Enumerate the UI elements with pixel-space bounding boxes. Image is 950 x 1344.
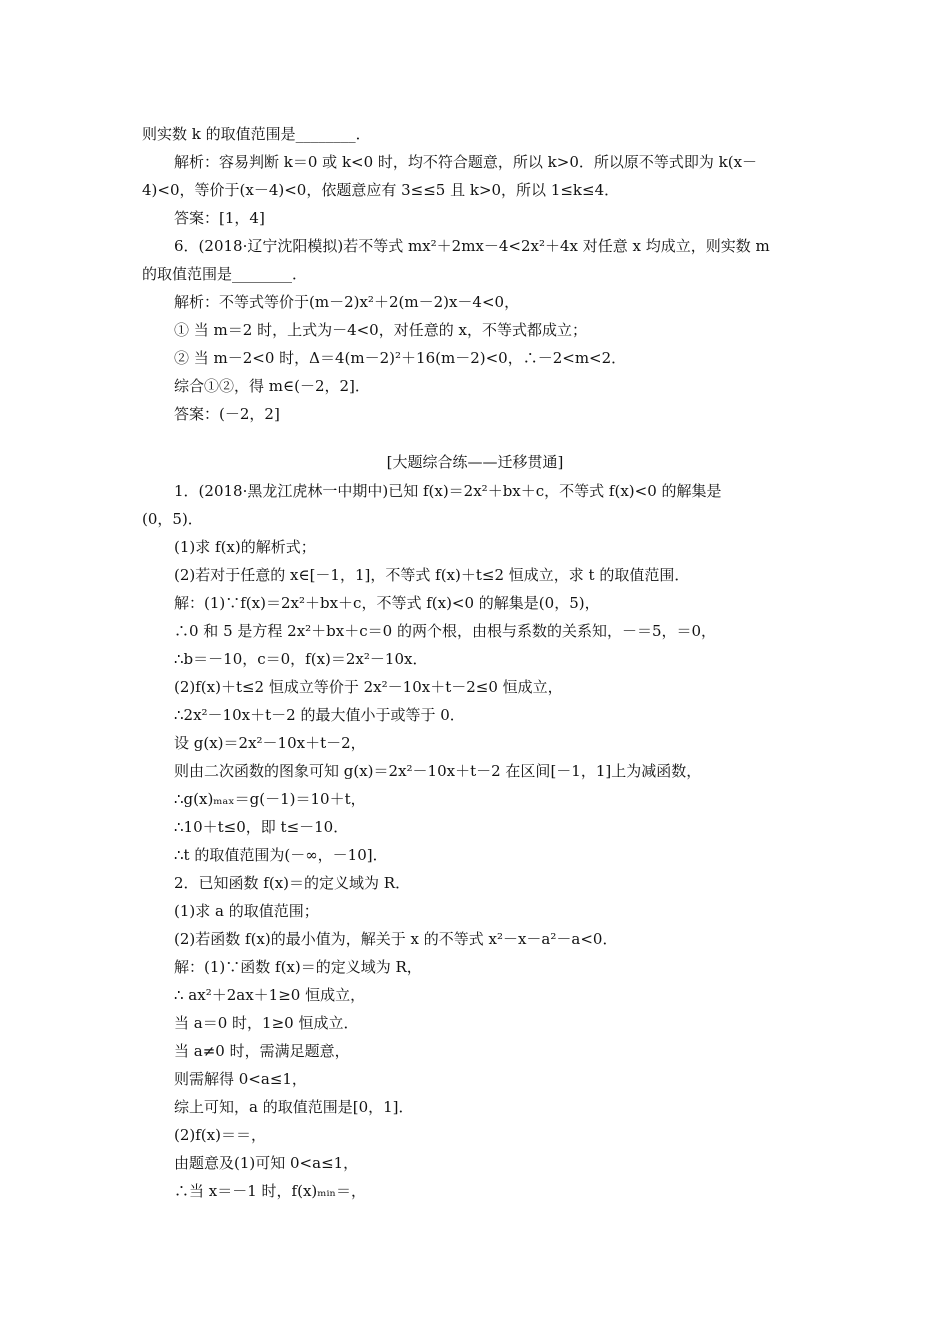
text-line: (2)若函数 f(x)的最小值为，解关于 x 的不等式 x²－x－a²－a<0． [174,930,618,948]
text-line: 当 a≠0 时，需满足题意， [174,1042,350,1060]
text-line: 2．已知函数 f(x)＝的定义域为 R． [174,874,411,892]
text-line: ∴b＝－10，c＝0，f(x)＝2x²－10x． [174,650,428,668]
section-heading: [大题综合练——迁移贯通] [386,453,564,471]
text-line: 4)<0，等价于(x－4)<0，依题意应有 3≤≤5 且 k>0，所以 1≤k≤4． [142,181,620,199]
text-line: ① 当 m＝2 时，上式为－4<0，对任意的 x，不等式都成立； [174,321,587,339]
text-line: (1)求 a 的取值范围； [174,902,319,920]
text-line: 1．(2018·黑龙江虎林一中期中)已知 f(x)＝2x²＋bx＋c，不等式 f(x)<0 的解集是 [174,482,722,500]
text-line: ∴0 和 5 是方程 2x²＋bx＋c＝0 的两个根，由根与系数的关系知，－＝5，＝0， [174,622,717,640]
text-line: ∴10＋t≤0，即 t≤－10． [174,818,349,836]
text-line: 综合①②，得 m∈(－2，2]． [174,377,370,395]
text-line: (2)若对于任意的 x∈[－1，1]，不等式 f(x)＋t≤2 恒成立，求 t 的取值范围． [174,566,690,584]
text-line: 设 g(x)＝2x²－10x＋t－2， [174,734,366,752]
text-line: 答案：(－2，2] [174,405,280,423]
text-line: (2)f(x)＋t≤2 恒成立等价于 2x²－10x＋t－2≤0 恒成立， [174,678,563,696]
text-line: ∴t 的取值范围为(－∞，－10]． [174,846,388,864]
text-line: ∴ ax²＋2ax＋1≥0 恒成立， [174,986,366,1004]
text-line: (2)f(x)＝＝， [174,1126,266,1144]
text-line: 则由二次函数的图象可知 g(x)＝2x²－10x＋t－2 在区间[－1，1]上为减函数， [174,762,702,780]
text-line: 则实数 k 的取值范围是________． [142,125,371,143]
text-line: 解：(1)∵函数 f(x)＝的定义域为 R， [174,958,422,976]
text-line: 解析：不等式等价于(m－2)x²＋2(m－2)x－4<0， [174,293,520,311]
text-line: 解：(1)∵f(x)＝2x²＋bx＋c，不等式 f(x)<0 的解集是(0，5)， [174,594,600,612]
text-line: 解析：容易判断 k＝0 或 k<0 时，均不符合题意，所以 k>0．所以原不等式即为 k(x－ [174,153,758,171]
text-line: ∴2x²－10x＋t－2 的最大值小于或等于 0． [174,706,465,724]
text-line: (0，5)． [142,510,203,528]
text-line: 由题意及(1)可知 0<a≤1， [174,1154,359,1172]
text-line: ∴当 x＝－1 时，f(x)ₘᵢₙ＝， [174,1182,366,1200]
text-line: (1)求 f(x)的解析式； [174,538,316,556]
text-line: 6．(2018·辽宁沈阳模拟)若不等式 mx²＋2mx－4<2x²＋4x 对任意 x 均成立，则实数 m [174,237,770,255]
text-line: ∴g(x)ₘₐₓ＝g(－1)＝10＋t， [174,790,366,808]
text-line: 答案：[1，4] [174,209,265,227]
text-line: 则需解得 0<a≤1， [174,1070,307,1088]
text-line: 当 a＝0 时，1≥0 恒成立． [174,1014,359,1032]
text-line: ② 当 m－2<0 时，Δ＝4(m－2)²＋16(m－2)<0，∴－2<m<2． [174,349,627,367]
text-line: 的取值范围是________． [142,265,308,283]
text-line: 综上可知，a 的取值范围是[0，1]． [174,1098,414,1116]
